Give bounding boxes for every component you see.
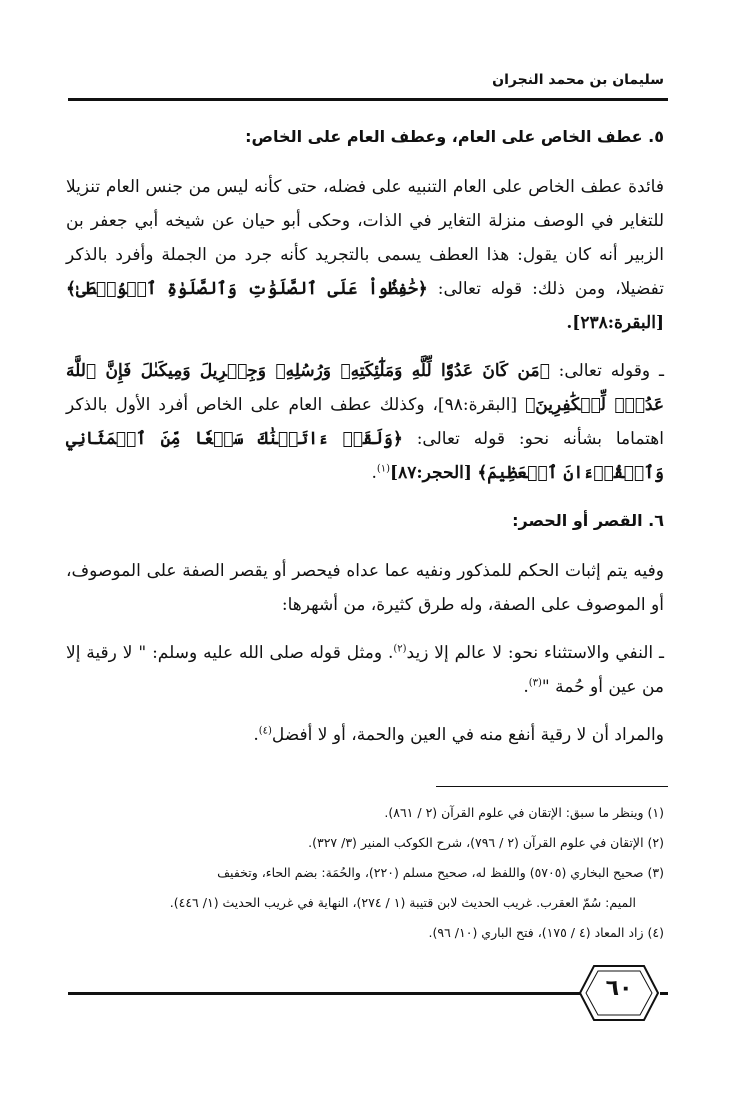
quran-verse: ﴿مَن كَانَ عَدُوّٗا لِّلَّهِ وَمَلَٰٓئِكَتِهِۦ وَرُسُلِهِۦ وَجِبۡرِيلَ وَمِيكَىٰلَ فَإِنَّ ٱللَّهَ عَدُوّٞ لِّلۡكَٰفِرِينَ﴾ [66,361,664,415]
paragraph-text: والمراد أن لا رقية أنفع منه في العين والحمة، أو لا أفضل [271,725,664,745]
footnotes [66,798,664,948]
footer-rule-right [660,992,668,995]
paragraph-text: ـ النفي والاستثناء نحو: لا عالم إلا زيد [406,643,664,663]
section-5-heading: ٥. عطف الخاص على العام، وعطف العام على الخاص: [245,127,664,146]
main-text [66,120,664,766]
paragraph-text: فائدة عطف الخاص على العام التنبيه على فضله، حتى كأنه ليس من جنس العام تنزيلا للتغاير في الوصف منزلة التغاير في الذات، وحكى أبو حيان عن شيخه أبي جعفر بن الزبير أنه كان يقول: هذا العطف يسمى بالتجريد كأنه جرد من الجملة وأفرد بالذكر تفضيلا، ومن ذلك: قوله تعالى: [66,177,665,299]
footnote-marker: (٢) [393,643,407,655]
footnote-marker: (١) [376,463,391,475]
footnote-3: (٣) صحيح البخاري (٥٧٠٥) واللفظ له، صحيح مسلم (٢٢٠)، والحُمَة: بضم الحاء، وتخفيف [217,865,664,880]
footnote-4: (٤) زاد المعاد (٤ / ١٧٥)، فتح الباري (١٠/ ٩٦). [428,925,664,940]
running-header: سليمان بن محمد النجران [492,72,664,88]
section-5-paragraph-2 [66,354,664,490]
section-6-heading: ٦. القصر أو الحصر: [512,511,664,530]
footnote-3-continued: الميم: سُمّ العقرب. غريب الحديث لابن قتيبة (١ / ٢٧٤)، النهاية في غريب الحديث (١/ ٤٤٦). [169,895,636,910]
verse-reference: [البقرة:٢٣٨]. [566,313,664,333]
footnote-marker: (٣) [528,677,542,689]
paragraph-text: . ومثل قوله صلى الله عليه وسلم: " لا رقية إلا من عين أو حُمة " [66,643,664,697]
paragraph-end: . [371,463,377,483]
quran-verse: ﴿حَٰفِظُواْ عَلَى ٱلصَّلَوَٰتِ وَٱلصَّلَوٰةِ ٱلۡوُسۡطَىٰ﴾ [66,279,428,299]
footnote-separator [436,786,668,787]
footnote-2: (٢) الإتقان في علوم القرآن (٢ / ٧٩٦)، شرح الكوكب المنير (٣/ ٣٢٧). [308,835,664,850]
paragraph-end: . [253,725,259,745]
verse-reference: [الحجر:٨٧] [390,463,472,483]
quran-verse: ﴿وَلَقَدۡ ءَاتَيۡنَٰكَ سَبۡعٗا مِّنَ ٱلۡمَثَانِي وَٱلۡقُرۡءَانَ ٱلۡعَظِيمَ﴾ [66,429,664,483]
page-number: ٦٠ [605,976,633,1001]
footer-rule-left [68,992,580,995]
paragraph-lead: ـ وقوله تعالى: [558,361,664,381]
paragraph-end: . [523,677,529,697]
section-5-paragraph-1 [66,170,664,340]
section-6-paragraph-3 [66,718,664,752]
footnote-1: (١) وينظر ما سبق: الإتقان في علوم القرآن (٢ / ٨٦١). [384,805,664,820]
section-6-paragraph-2 [66,636,664,704]
paragraph-text: [البقرة:٩٨]، وكذلك عطف العام على الخاص أفرد الأول بالذكر اهتماما بشأنه نحو: قوله تعالى: [66,395,664,449]
header-rule [68,98,668,101]
section-6-paragraph-1: وفيه يتم إثبات الحكم للمذكور ونفيه عما عداه فيحصر أو يقصر الصفة على الموصوف، أو الموصوف على الصفة، وله طرق كثيرة، من أشهرها: [66,561,664,615]
footnote-marker: (٤) [258,725,272,737]
